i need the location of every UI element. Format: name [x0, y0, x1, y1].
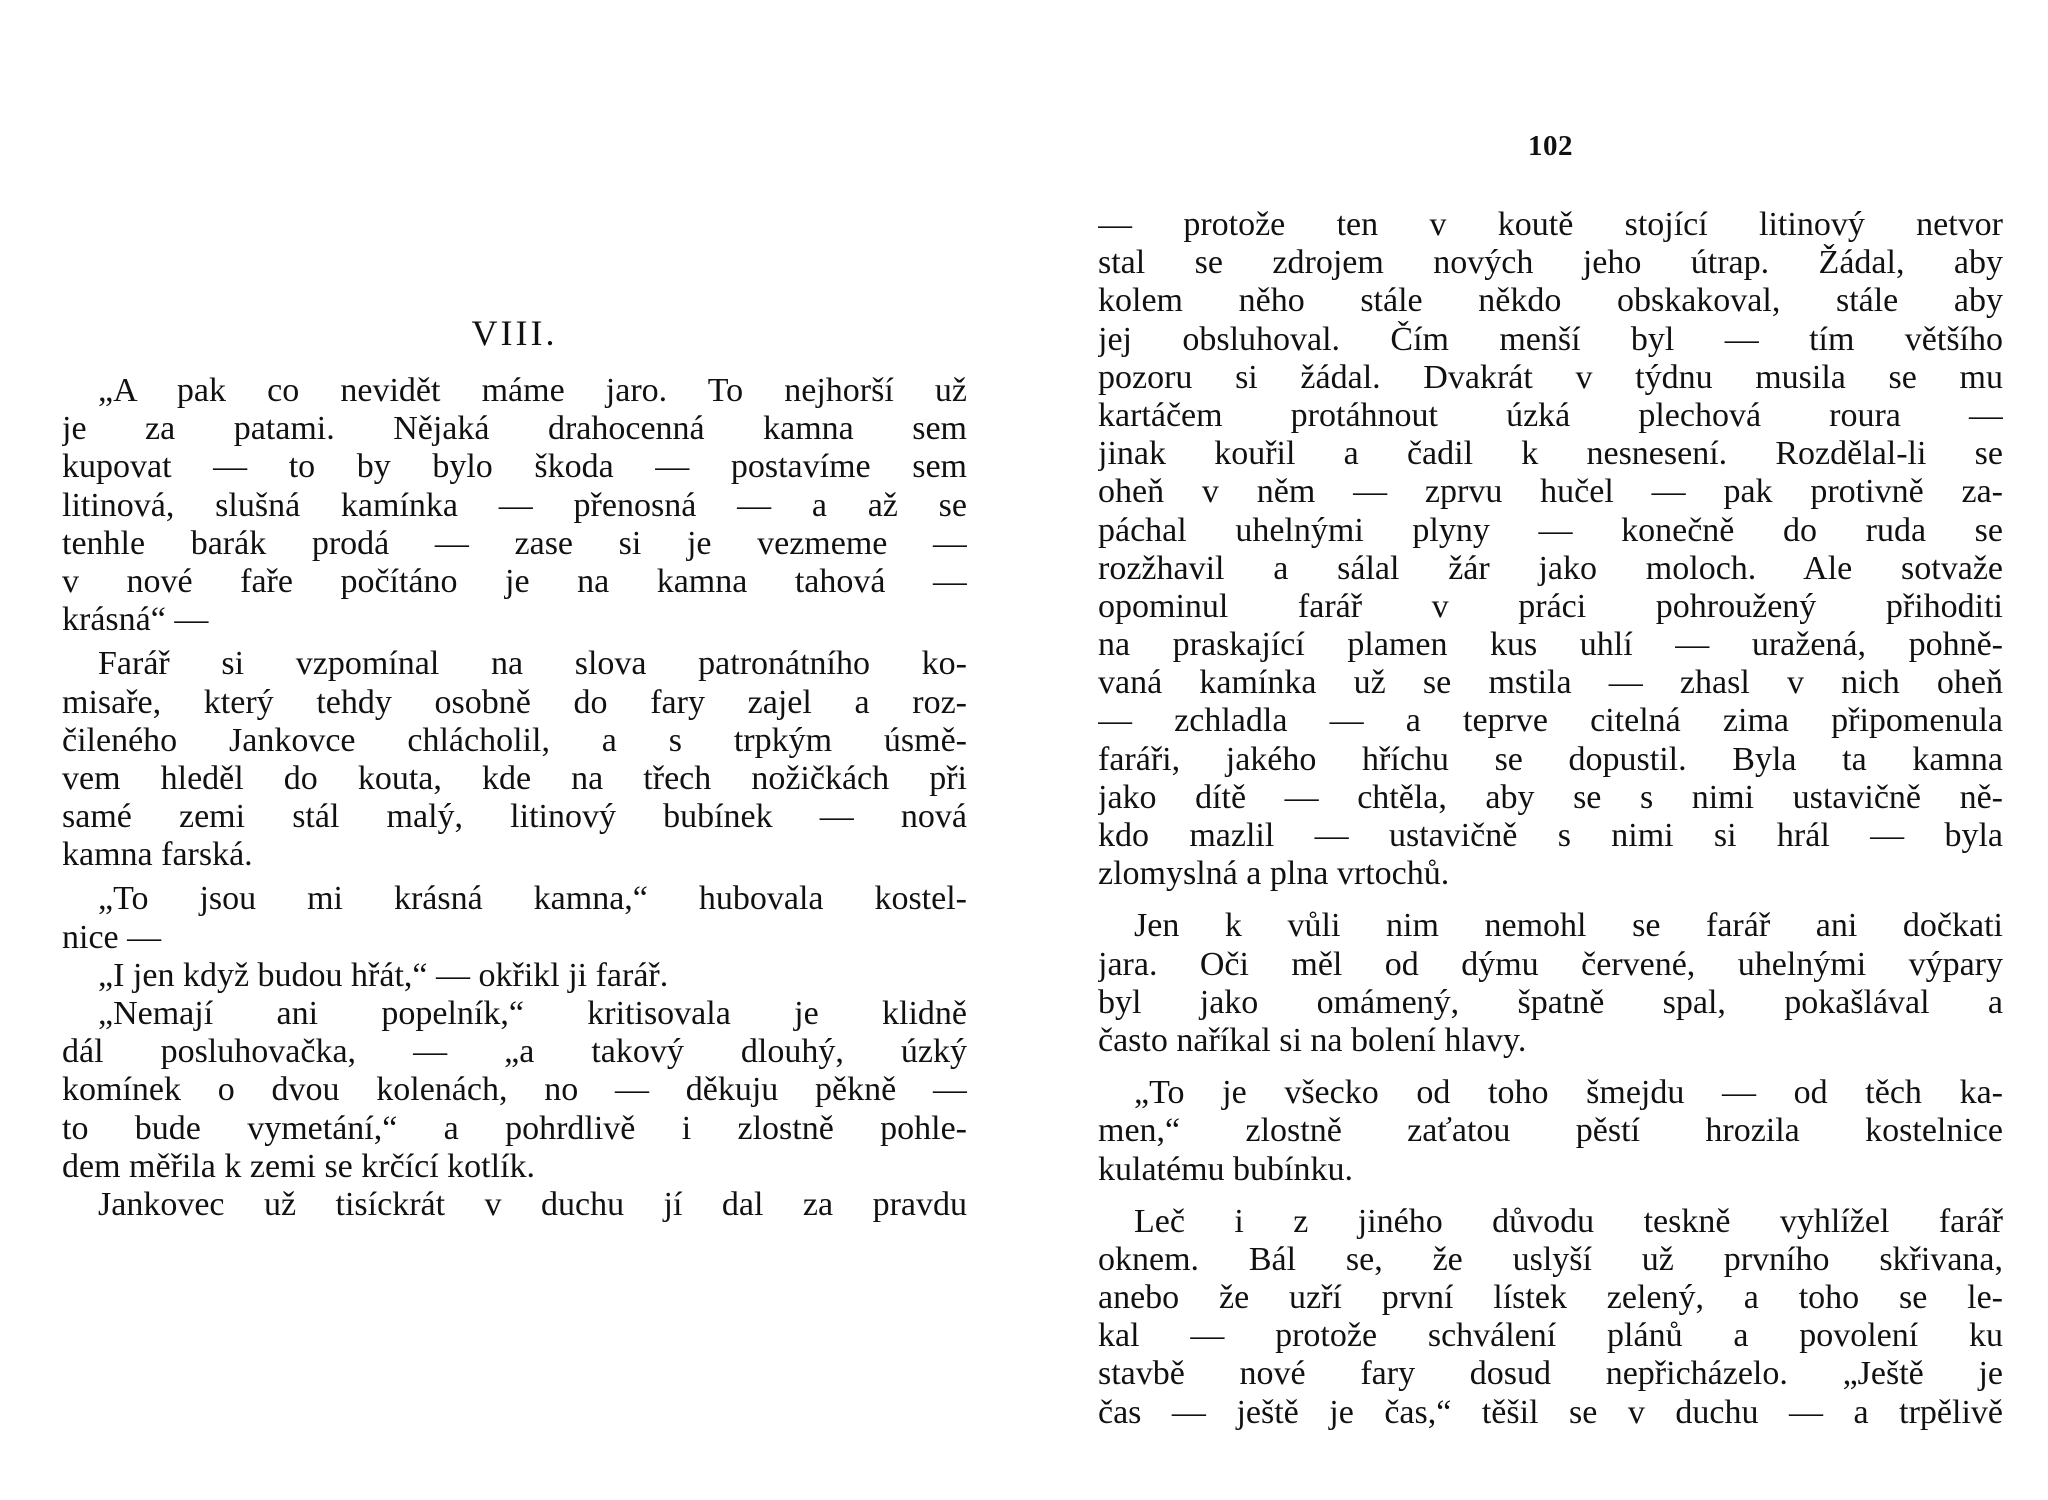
- text-line: nice —: [62, 918, 162, 956]
- right-page: [1098, 0, 2003, 1500]
- text-line: „A pak co nevidět máme jaro. To nejhorší už: [98, 372, 967, 409]
- text-line: v nové faře počítáno je na kamna tahová —: [62, 562, 967, 600]
- text-line: kartáčem protáhnout úzká plechová roura —: [1098, 396, 2003, 434]
- text-line: Leč i z jiného důvodu teskně vyhlížel farář: [1134, 1202, 2003, 1240]
- text-line: jinak kouřil a čadil k nesnesení. Rozdělal-li se: [1098, 435, 2003, 473]
- left-page: [62, 0, 967, 1500]
- text-line: zlomyslná a plna vrtochů.: [1098, 855, 1450, 893]
- text-line: kupovat — to by bylo škoda — postavíme sem: [62, 448, 967, 486]
- paragraph-gap: [1098, 893, 2003, 907]
- text-line: dem měřila k zemi se krčící kotlík.: [62, 1147, 536, 1185]
- text-line: „To jsou mi krásná kamna,“ hubovala kostel-: [98, 880, 967, 918]
- text-line: vem hleděl do kouta, kde na třech nožičkách při: [62, 759, 967, 797]
- text-line: dál posluhovačka, — „a takový dlouhý, úzký: [62, 1033, 967, 1071]
- text-line: často naříkal si na bolení hlavy.: [1098, 1021, 1527, 1059]
- text-line: „To je všecko od toho šmejdu — od těch ka-: [1134, 1074, 2003, 1112]
- text-line: byl jako omámený, špatně spal, pokašlával a: [1098, 983, 2003, 1021]
- text-line: pozoru si žádal. Dvakrát v týdnu musila se mu: [1098, 358, 2003, 396]
- text-line: litinová, slušná kamínka — přenosná — a až se: [62, 486, 967, 524]
- text-line: na praskající plamen kus uhlí — uražená, pohně-: [1098, 626, 2003, 664]
- text-line: krásná“ —: [62, 601, 209, 639]
- text-line: opominul farář v práci pohroužený přihoditi: [1098, 587, 2003, 625]
- text-line: „Nemají ani popelník,“ kritisovala je klidně: [98, 995, 967, 1032]
- text-line: kulatému bubínku.: [1098, 1150, 1353, 1188]
- text-line: jara. Oči měl od dýmu červené, uhelnými výpary: [1098, 945, 2003, 983]
- text-line: tenhle barák prodá — zase si je vezmeme —: [62, 524, 967, 562]
- text-line: páchal uhelnými plyny — konečně do ruda se: [1098, 511, 2003, 549]
- paragraph-gap: [1098, 1060, 2003, 1074]
- text-line: Jankovec už tisíckrát v duchu jí dal za pravdu: [98, 1185, 967, 1223]
- paragraph-gap: [1098, 1189, 2003, 1203]
- text-line: jako dítě — chtěla, aby se s nimi ustavičně ně-: [1098, 778, 2003, 816]
- text-line: oheň v něm — zprvu hučel — pak protivně za-: [1098, 473, 2003, 511]
- right-page-text: [1098, 206, 2003, 1432]
- text-line: kdo mazlil — ustavičně s nimi si hrál — byla: [1098, 817, 2003, 854]
- text-line: je za patami. Nějaká drahocenná kamna sem: [62, 410, 967, 448]
- text-line: faráři, jakého hříchu se dopustil. Byla ta kamna: [1098, 740, 2003, 778]
- left-page-text: [62, 372, 967, 1224]
- text-line: — zchladla — a teprve citelná zima připomenula: [1098, 702, 2003, 740]
- text-line: Jen k vůli nim nemohl se farář ani dočkati: [1134, 907, 2003, 945]
- text-line: men,“ zlostně zaťatou pěstí hrozila kostelnice: [1098, 1112, 2003, 1150]
- text-line: misaře, který tehdy osobně do fary zajel a roz-: [62, 683, 967, 721]
- text-line: — protože ten v koutě stojící litinový netvor: [1098, 206, 2003, 243]
- text-line: čileného Jankovce chlácholil, a s trpkým úsmě-: [62, 721, 967, 759]
- text-line: oknem. Bál se, že uslyší už prvního skřivana,: [1098, 1240, 2003, 1278]
- text-line: vaná kamínka už se mstila — zhasl v nich oheň: [1098, 664, 2003, 702]
- text-line: čas — ještě je čas,“ těšil se v duchu — a trpělivě: [1098, 1393, 2003, 1431]
- text-line: kolem něho stále někdo obskakoval, stále aby: [1098, 282, 2003, 320]
- text-line: „I jen když budou hřát,“ — okřikl ji farář.: [98, 956, 669, 994]
- text-line: samé zemi stál malý, litinový bubínek — nová: [62, 798, 967, 836]
- text-line: komínek o dvou kolenách, no — děkuju pěkně —: [62, 1071, 967, 1109]
- text-line: stal se zdrojem nových jeho útrap. Žádal, aby: [1098, 244, 2003, 282]
- text-line: anebo že uzří první lístek zelený, a toho se le-: [1098, 1279, 2003, 1317]
- text-line: rozžhavil a sálal žár jako moloch. Ale sotvaže: [1098, 549, 2003, 587]
- text-line: stavbě nové fary dosud nepřicházelo. „Ještě je: [1098, 1355, 2003, 1393]
- text-line: to bude vymetání,“ a pohrdlivě i zlostně pohle-: [62, 1109, 967, 1147]
- text-line: kal — protože schválení plánů a povolení ku: [1098, 1317, 2003, 1355]
- text-line: Farář si vzpomínal na slova patronátního ko-: [98, 645, 967, 683]
- text-line: jej obsluhoval. Čím menší byl — tím většího: [1098, 320, 2003, 358]
- chapter-heading: VIII.: [471, 313, 558, 353]
- page-number: 102: [1528, 130, 1573, 162]
- text-line: kamna farská.: [62, 836, 253, 874]
